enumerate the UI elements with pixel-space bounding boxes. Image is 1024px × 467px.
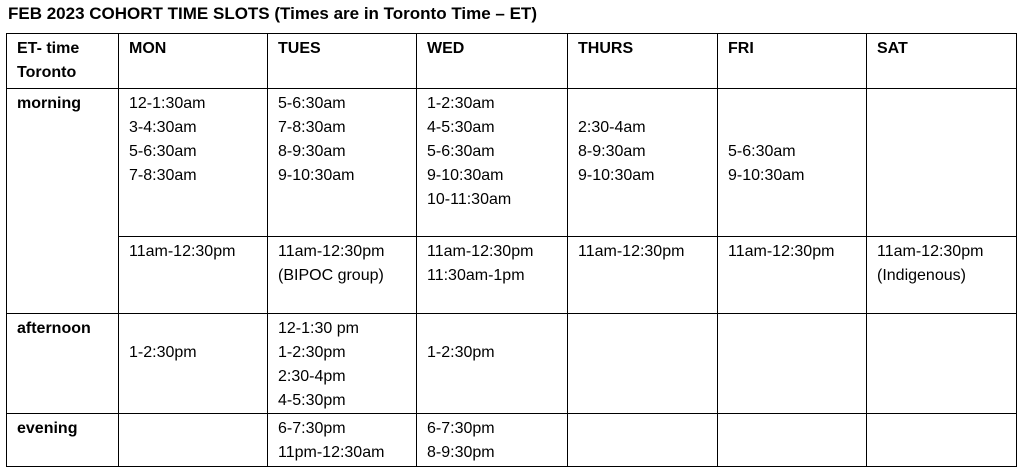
row-label-afternoon: afternoon — [7, 314, 119, 414]
page-title: FEB 2023 COHORT TIME SLOTS (Times are in Toronto Time – ET) — [8, 4, 537, 23]
cell — [268, 314, 417, 414]
cell — [268, 89, 417, 237]
cell — [867, 89, 1017, 237]
spacer — [728, 116, 856, 140]
time-slot: 11am-12:30pm — [278, 243, 385, 260]
time-slot: 9-10:30am — [578, 167, 655, 184]
time-slot: 11am-12:30pm — [427, 243, 534, 260]
time-slot: 4-5:30am — [427, 119, 495, 136]
evening-row — [7, 414, 1017, 467]
time-slot: 2:30-4pm — [278, 368, 346, 385]
cell — [867, 237, 1017, 314]
time-slot: 8-9:30pm — [427, 444, 495, 461]
time-slot: 11am-12:30pm — [728, 243, 835, 260]
cell — [718, 89, 867, 237]
time-slot: 1-2:30pm — [427, 344, 495, 361]
time-slot: 5-6:30am — [728, 143, 796, 160]
time-slot: 3-4:30am — [129, 119, 197, 136]
cell — [568, 237, 718, 314]
time-slot: 10-11:30am — [427, 191, 512, 208]
cell — [568, 314, 718, 414]
day-header-wed: WED — [417, 34, 568, 89]
cell — [268, 237, 417, 314]
time-slot: 9-10:30am — [728, 167, 805, 184]
header-row — [7, 34, 1017, 89]
cell — [568, 89, 718, 237]
time-slot: 12-1:30 pm — [278, 320, 359, 337]
cell — [417, 414, 568, 467]
time-slot: 5-6:30am — [278, 95, 346, 112]
cell — [417, 89, 568, 237]
time-slot: 1-2:30pm — [278, 344, 346, 361]
time-slot: 5-6:30am — [129, 143, 197, 160]
time-slot: 8-9:30am — [278, 143, 346, 160]
time-slot: 12-1:30am — [129, 95, 206, 112]
time-slot: 7-8:30am — [278, 119, 346, 136]
row-label-morning: morning — [7, 89, 119, 314]
time-slot: 6-7:30pm — [427, 420, 495, 437]
time-slot: 11pm-12:30am — [278, 444, 385, 461]
day-header-fri: FRI — [718, 34, 867, 89]
cell — [119, 414, 268, 467]
cell — [867, 314, 1017, 414]
time-slot: 4-5:30pm — [278, 392, 346, 409]
morning-row-late — [7, 237, 1017, 314]
cell — [718, 414, 867, 467]
cell — [417, 237, 568, 314]
time-slot: (Indigenous) — [877, 267, 966, 284]
corner-header-line1: ET- time — [17, 40, 80, 57]
time-slot: 1-2:30pm — [129, 344, 197, 361]
cell — [119, 314, 268, 414]
time-slot: 6-7:30pm — [278, 420, 346, 437]
time-slot: 11am-12:30pm — [578, 243, 685, 260]
cell — [417, 314, 568, 414]
morning-row-early — [7, 89, 1017, 237]
time-slot: 11:30am-1pm — [427, 267, 525, 284]
corner-header — [7, 34, 119, 89]
time-slot: 1-2:30am — [427, 95, 495, 112]
spacer — [728, 92, 856, 116]
spacer — [427, 317, 557, 341]
day-header-mon: MON — [119, 34, 268, 89]
time-slot: 5-6:30am — [427, 143, 495, 160]
cell — [119, 89, 268, 237]
time-slot: 8-9:30am — [578, 143, 646, 160]
day-header-thurs: THURS — [568, 34, 718, 89]
time-slot: 2:30-4am — [578, 119, 646, 136]
cell — [568, 414, 718, 467]
row-label-evening: evening — [7, 414, 119, 467]
schedule-table — [6, 33, 1017, 467]
afternoon-row — [7, 314, 1017, 414]
cell — [268, 414, 417, 467]
day-header-tues: TUES — [268, 34, 417, 89]
time-slot: 9-10:30am — [427, 167, 504, 184]
time-slot: 11am-12:30pm — [129, 243, 236, 260]
day-header-sat: SAT — [867, 34, 1017, 89]
spacer — [578, 92, 707, 116]
cell — [867, 414, 1017, 467]
time-slot: 9-10:30am — [278, 167, 355, 184]
spacer — [129, 317, 257, 341]
time-slot: 11am-12:30pm — [877, 243, 984, 260]
cell — [119, 237, 268, 314]
time-slot: (BIPOC group) — [278, 267, 384, 284]
cell — [718, 314, 867, 414]
cell — [718, 237, 867, 314]
corner-header-line2: Toronto — [17, 64, 77, 81]
time-slot: 7-8:30am — [129, 167, 197, 184]
